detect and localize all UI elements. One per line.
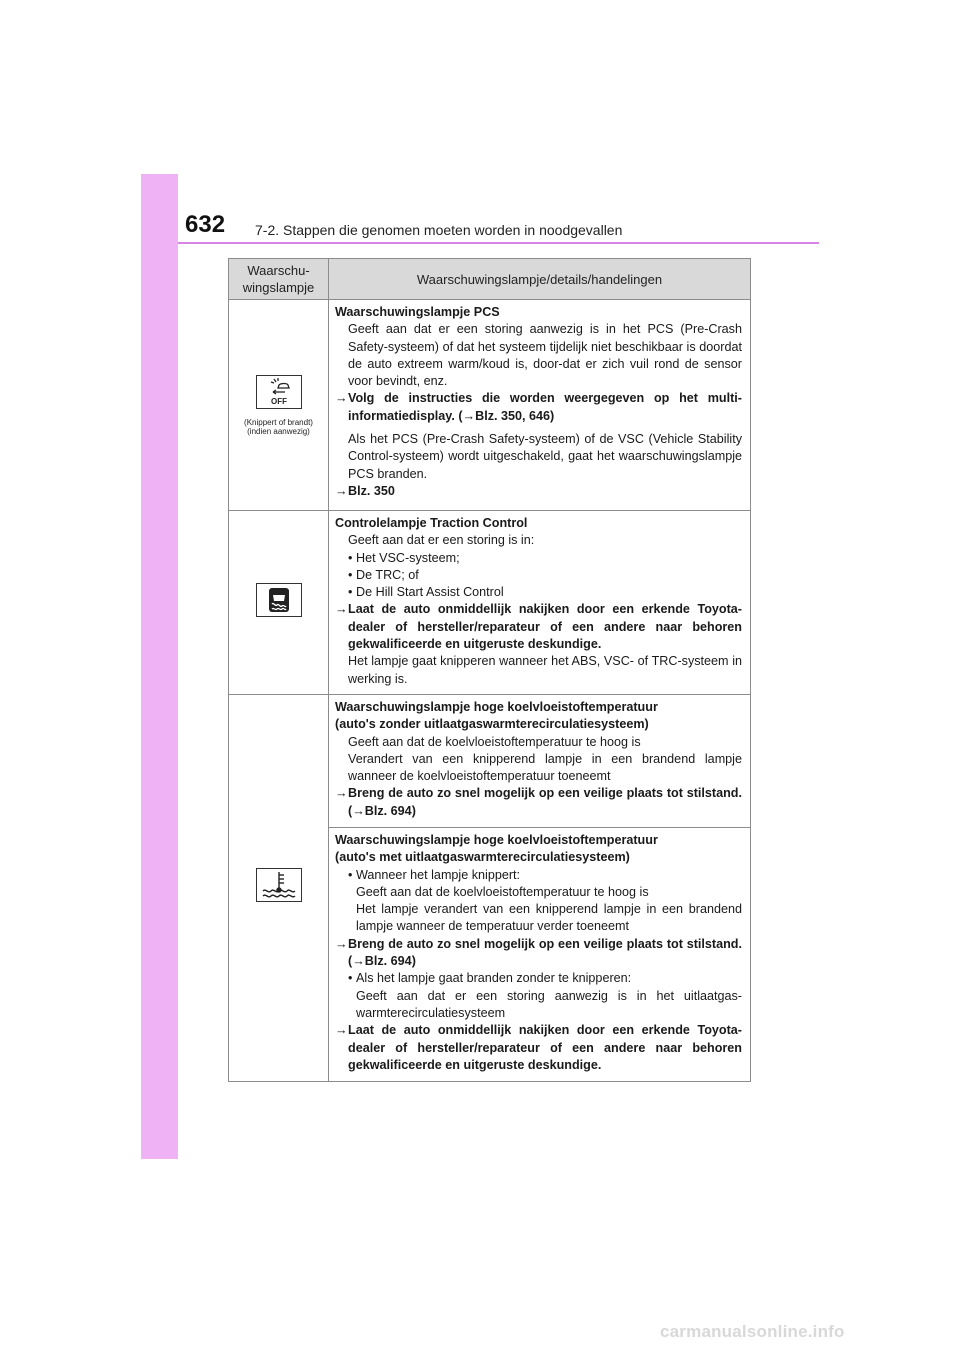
details-cell <box>329 300 751 511</box>
table-row <box>229 694 751 827</box>
list-item: • Wanneer het lampje knippert: <box>348 867 742 884</box>
lamp-title: Waarschuwingslampje hoge koelvloeistoftemperatuur <box>335 832 658 847</box>
lamp-note: Het lampje gaat knipperen wanneer het ABS, VSC- of TRC-systeem in werking is. <box>348 654 742 686</box>
lamp-description: Het lampje verandert van een knipperend lampje in een brandend lampje wanneer de temperatuur verder toeneemt <box>356 902 742 934</box>
col-header-lamp <box>229 259 329 300</box>
list-item: • Het VSC-systeem; <box>348 550 742 567</box>
lamp-action: →Laat de auto onmiddellijk nakijken door een erkende Toyota-dealer of hersteller/reparateur of een andere naar behoren gekwalificeerde en uitgeruste deskundige. <box>335 1023 742 1072</box>
traction-control-icon <box>256 583 302 617</box>
details-cell <box>329 694 751 827</box>
lamp-action-text: Breng de auto zo snel mogelijk op een veilige plaats tot stilstand. (→Blz. 694) <box>348 786 742 818</box>
lamp-title: Controlelampje Traction Control <box>335 516 528 530</box>
lamp-description: Verandert van een knipperend lampje in een brandend lampje wanneer de koelvloeistoftemperatuur toeneemt <box>348 751 742 784</box>
lamp-action-text: Volg de instructies die worden weergegeven op het multi-informatiedisplay. (→Blz. 350, 646) <box>348 391 742 423</box>
lamp-description: Geeft aan dat er een storing aanwezig is in het PCS (Pre-Crash Safety-systeem) of dat het systeem tijdelijk niet beschikbaar is doordat de auto extreem warm/koud is, door-dat er zich vuil rond de sensor voor bevindt, enz. <box>348 322 742 389</box>
lamp-action: →Laat de auto onmiddellijk nakijken door een erkende Toyota-dealer of hersteller/reparateur of een andere naar behoren gekwalificeerde en uitgeruste deskundige. <box>335 602 742 652</box>
lamp-reference: →Blz. 350 <box>335 483 395 498</box>
table-header-row <box>229 259 751 300</box>
lamp-title: Waarschuwingslampje hoge koelvloeistoftemperatuur <box>335 699 658 714</box>
list-item: • Als het lampje gaat branden zonder te knipperen: <box>348 970 742 987</box>
lamp-title-variant: (auto's met uitlaatgaswarmterecirculatiesysteem) <box>335 850 630 865</box>
details-cell <box>329 827 751 1081</box>
lamp-action: →Breng de auto zo snel mogelijk op een veilige plaats tot stilstand. (→Blz. 694) <box>335 786 742 818</box>
table-row <box>229 300 751 511</box>
svg-text:OFF: OFF <box>270 396 287 406</box>
table-row <box>229 511 751 695</box>
header-rule <box>178 242 819 244</box>
icon-cell <box>229 300 329 511</box>
lamp-action-text: Laat de auto onmiddellijk nakijken door een erkende Toyota-dealer of hersteller/reparateur of een andere naar behoren gekwalificeerde en uitgeruste deskundige. <box>348 1023 742 1072</box>
lamp-title: Waarschuwingslampje PCS <box>335 305 500 319</box>
icon-cell <box>229 511 329 695</box>
lamp-action-text: Breng de auto zo snel mogelijk op een veilige plaats tot stilstand. (→Blz. 694) <box>348 936 742 969</box>
section-title: 7-2. Stappen die genomen moeten worden in noodgevallen <box>255 222 623 238</box>
lamp-description: Geeft aan dat de koelvloeistoftemperatuur te hoog is <box>348 734 641 749</box>
lamp-action: →Breng de auto zo snel mogelijk op een veilige plaats tot stilstand. (→Blz. 694) <box>335 936 742 969</box>
coolant-temperature-icon <box>256 868 302 902</box>
icon-caption <box>230 418 327 436</box>
icon-caption-line: (indien aanwezig) <box>247 426 310 436</box>
details-cell <box>329 511 751 695</box>
lamp-action-text: Laat de auto onmiddellijk nakijken door een erkende Toyota-dealer of hersteller/reparateur of een andere naar behoren gekwalificeerde en uitgeruste deskundige. <box>348 602 742 652</box>
lamp-description: Geeft aan dat de koelvloeistoftemperatuur te hoog is <box>356 884 649 899</box>
lamp-description: Geeft aan dat er een storing is in: <box>348 533 535 548</box>
watermark: carmanualsonline.info <box>660 1322 845 1341</box>
lamp-reference-text: Blz. 350 <box>348 483 395 498</box>
col-header-details: Waarschuwingslampje/details/handelingen <box>329 259 751 300</box>
list-item: • De TRC; of <box>348 567 742 584</box>
warning-light-table <box>228 258 751 1082</box>
side-color-bar <box>141 174 178 1159</box>
page-number: 632 <box>185 211 226 238</box>
list-item: • De Hill Start Assist Control <box>348 584 742 601</box>
icon-cell <box>229 694 329 1081</box>
lamp-title-variant: (auto's zonder uitlaatgaswarmterecirculatiesysteem) <box>335 717 649 732</box>
lamp-description: Geeft aan dat er een storing aanwezig is in het uitlaatgas-warmterecirculatiesysteem <box>356 988 742 1020</box>
col-header-lamp-label: Waarschu- wingslampje <box>242 263 315 295</box>
pcs-off-icon <box>256 375 302 409</box>
lamp-action: →Volg de instructies die worden weergegeven op het multi-informatiedisplay. (→Blz. 350, 646) <box>335 391 742 423</box>
icon-caption-line: (Knippert of brandt) <box>244 417 313 427</box>
lamp-note: Als het PCS (Pre-Crash Safety-systeem) of de VSC (Vehicle Stability Control-systeem) wordt uitgeschakeld, gaat het waarschuwingslampje PCS branden. <box>348 432 742 481</box>
